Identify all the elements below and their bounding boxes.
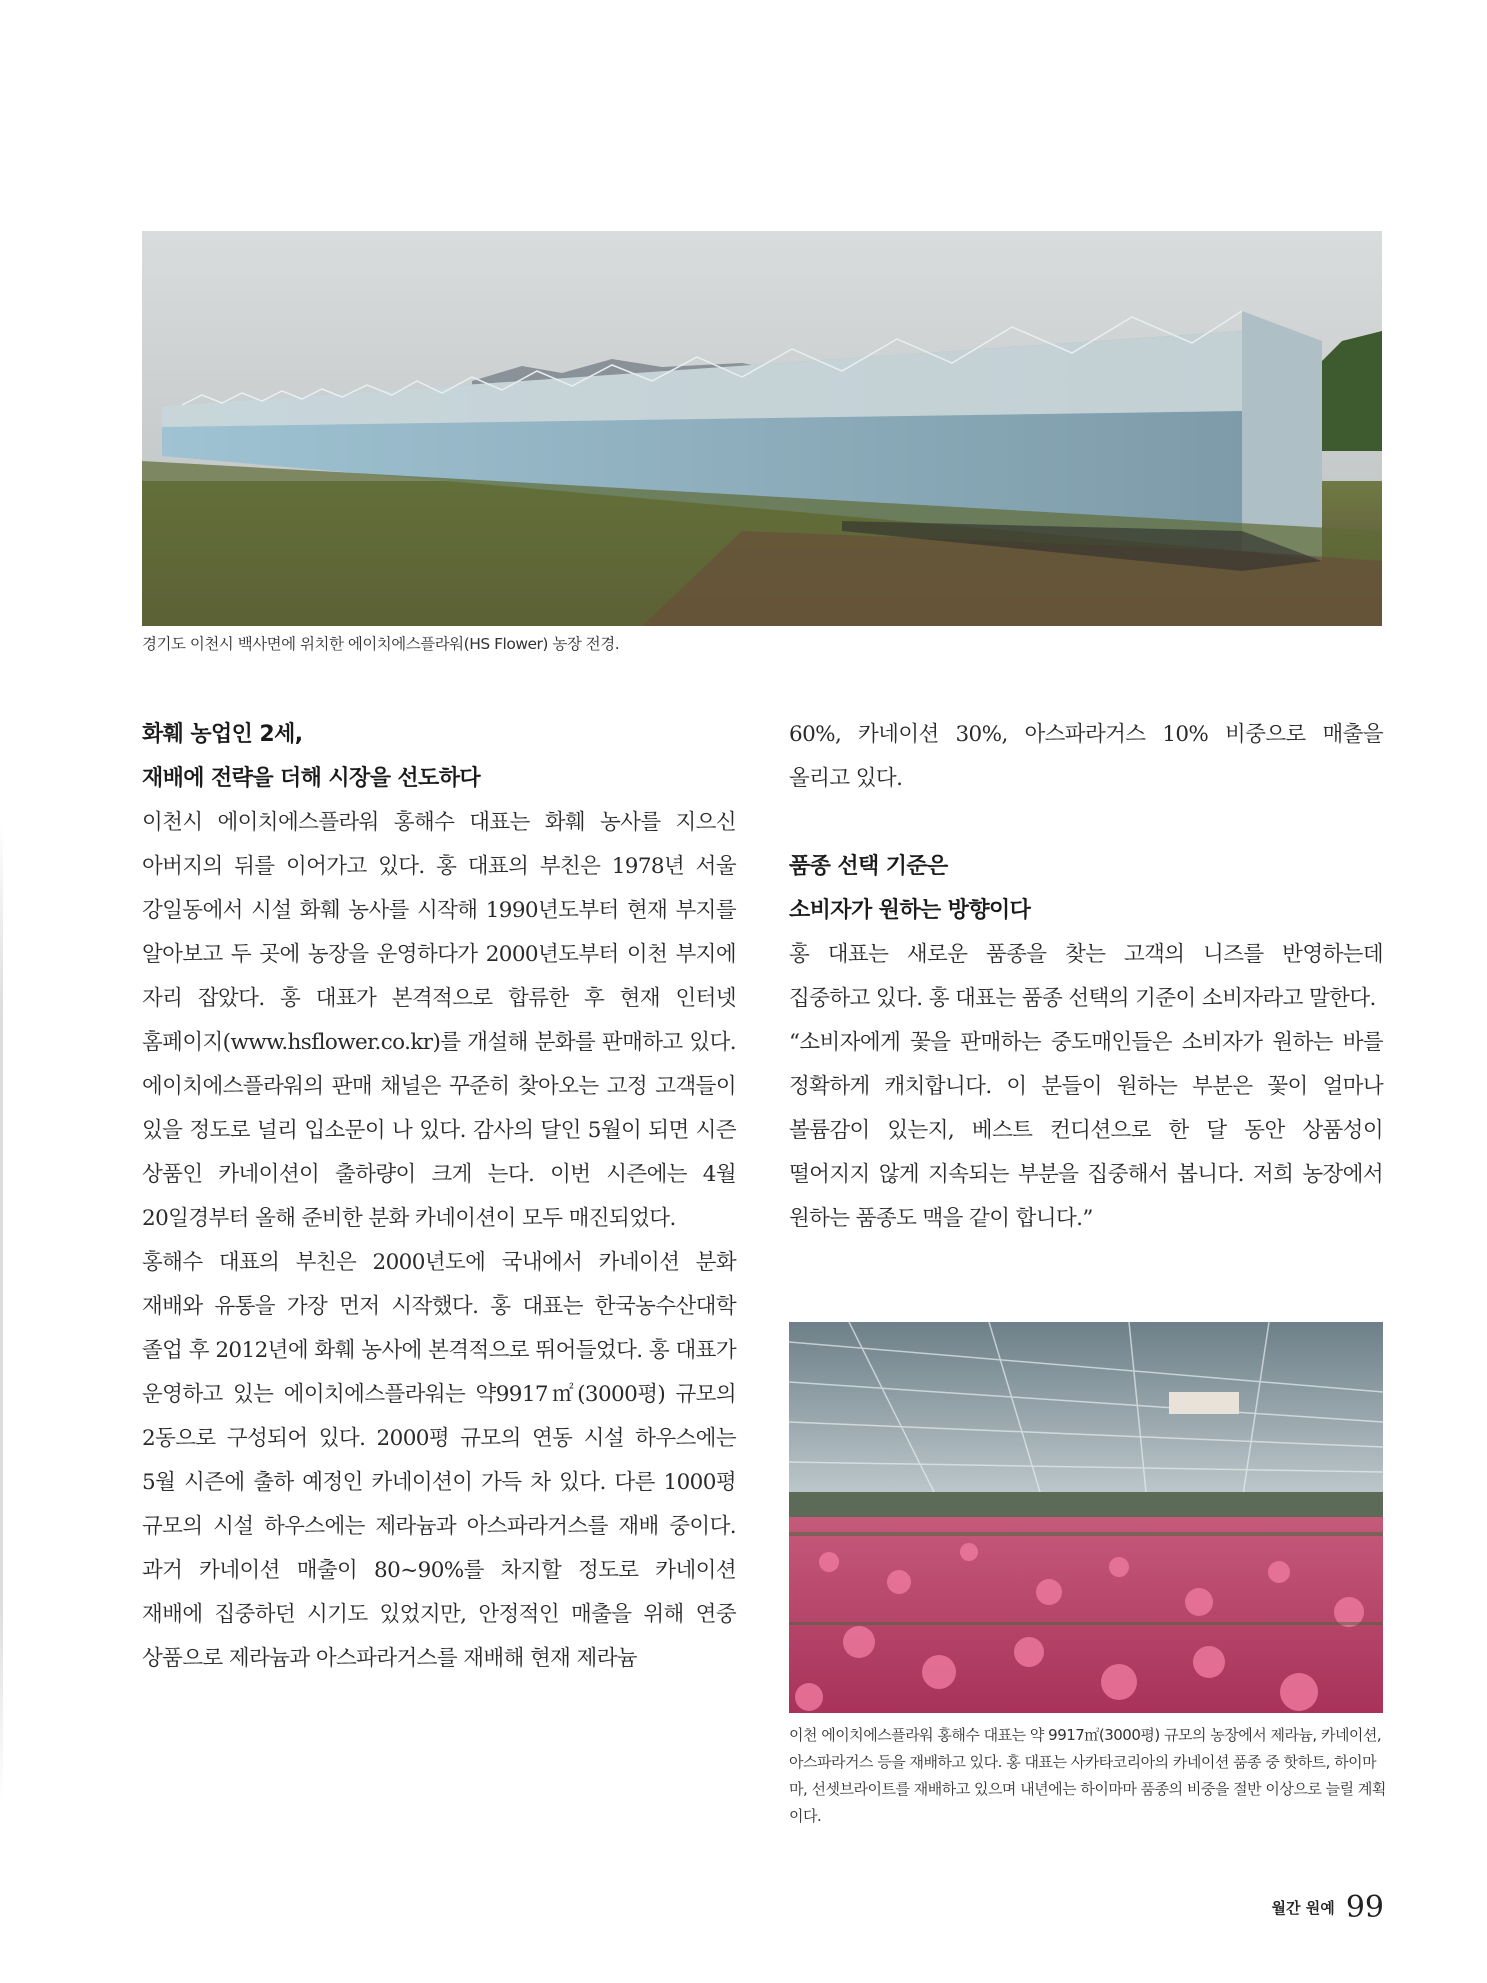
top-photo-caption: 경기도 이천시 백사면에 위치한 에이치에스플라워(HS Flower) 농장 전경.: [142, 635, 620, 653]
bottom-photo-caption: 이천 에이치에스플라워 홍해수 대표는 약 9917㎡(3000평) 규모의 농장에서 제라늄, 카네이션, 아스파라거스 등을 재배하고 있다. 홍 대표는 사카타코리아의 카네이션 품종 중 핫하트, 하이마마, 선셋브라이트를 재배하고 있으며 내년에는 하이마마 품종의 비중을 절반 이상으로 늘릴 계획이다.: [789, 1726, 1386, 1825]
right-column: [789, 713, 1383, 1241]
carnation-greenhouse-photo: [789, 1322, 1383, 1713]
magazine-name: 월간 원예: [1271, 1899, 1335, 1917]
page-edge-shadow: [0, 820, 3, 1800]
body-paragraph-2: 홍해수 대표의 부친은 2000년도에 국내에서 카네이션 분화 재배와 유통을 가장 먼저 시작했다. 홍 대표는 한국농수산대학 졸업 후 2012년에 화훼 농사에 본격적으로 뛰어들었다. 홍 대표가 운영하고 있는 에이치에스플라워는 약9917㎡(3000평) 규모의 2동으로 구성되어 있다. 2000평 규모의 연동 시설 하우스에는 5월 시즌에 출하 예정인 카네이션이 가득 차 있다. 다른 1000평 규모의 시설 하우스에는 제라늄과 아스파라거스를 재배 중이다. 과거 카네이션 매출이 80~90%를 차지할 정도로 카네이션 재배에 집중하던 시기도 있었지만, 안정적인 매출을 위해 연중 상품으로 제라늄과 아스파라거스를 재배해 현재 제라늄: [142, 1250, 736, 1671]
page-footer: [1272, 1890, 1384, 1925]
section-heading-1-line1: 화훼 농업인 2세,: [142, 722, 303, 747]
body-paragraph-1: 이천시 에이치에스플라워 홍해수 대표는 화훼 농사를 지으신 아버지의 뒤를 이어가고 있다. 홍 대표의 부친은 1978년 서울 강일동에서 시설 화훼 농사를 시작해 1990년도부터 현재 부지를 알아보고 두 곳에 농장을 운영하다가 2000년도부터 이천 부지에 자리 잡았다. 홍 대표가 본격적으로 합류한 후 현재 인터넷 홈페이지(www.hsflower.co.kr)를 개설해 분화를 판매하고 있다. 에이치에스플라워의 판매 채널은 꾸준히 찾아오는 고정 고객들이 있을 정도로 널리 입소문이 나 있다. 감사의 달인 5월이 되면 시즌 상품인 카네이션이 출하량이 크게 는다. 이번 시즌에는 4월 20일경부터 올해 준비한 분화 카네이션이 모두 매진되었다.: [142, 810, 736, 1231]
page-number: 99: [1345, 1890, 1384, 1925]
body-paragraph-3: 홍 대표는 새로운 품종을 찾는 고객의 니즈를 반영하는데 집중하고 있다. 홍 대표는 품종 선택의 기준이 소비자라고 말한다.: [789, 942, 1383, 1011]
body-paragraph-continued: 60%, 카네이션 30%, 아스파라거스 10% 비중으로 매출을 올리고 있다.: [789, 722, 1383, 791]
section-heading-2-line1: 품종 선택 기준은: [789, 854, 948, 879]
left-column: [142, 713, 736, 1681]
carnation-photo-icon: [789, 1322, 1383, 1713]
section-heading-1-line2: 재배에 전략을 더해 시장을 선도하다: [142, 766, 481, 791]
greenhouse-exterior-photo: [142, 231, 1382, 626]
section-heading-2-line2: 소비자가 원하는 방향이다: [789, 898, 1031, 923]
greenhouse-photo-icon: [142, 231, 1382, 626]
quote-paragraph: “소비자에게 꽃을 판매하는 중도매인들은 소비자가 원하는 바를 정확하게 캐치합니다. 이 분들이 원하는 부분은 꽃이 얼마나 볼륨감이 있는지, 베스트 컨디션으로 한 달 동안 상품성이 떨어지지 않게 지속되는 부분을 집중해서 봅니다. 저희 농장에서 원하는 품종도 맥을 같이 합니다.”: [789, 1030, 1383, 1231]
